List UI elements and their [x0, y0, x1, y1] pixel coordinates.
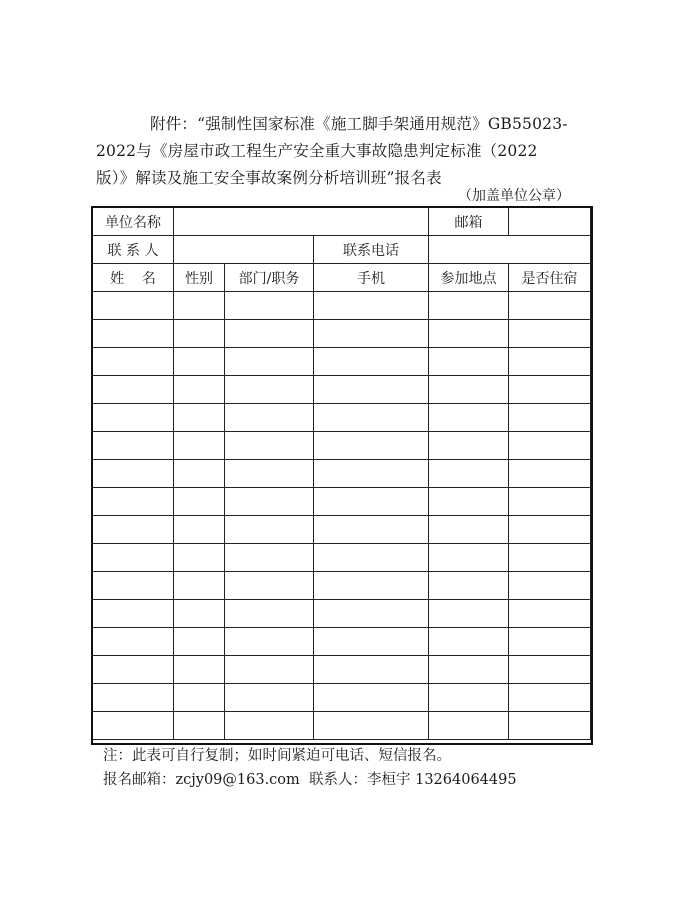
- blank-cell[interactable]: [93, 292, 174, 320]
- blank-cell[interactable]: [509, 432, 591, 460]
- blank-cell[interactable]: [174, 460, 225, 488]
- blank-cell[interactable]: [509, 712, 591, 740]
- col-header-dept: 部门/职务: [225, 264, 314, 292]
- blank-cell[interactable]: [225, 712, 314, 740]
- col-header-name: 姓 名: [93, 264, 174, 292]
- table-row: [93, 544, 591, 572]
- document-title: [96, 111, 586, 192]
- table-row: [93, 684, 591, 712]
- blank-cell[interactable]: [509, 684, 591, 712]
- blank-cell[interactable]: [93, 376, 174, 404]
- blank-cell[interactable]: [93, 572, 174, 600]
- table-row: [93, 600, 591, 628]
- contact-label: 联 系 人: [93, 236, 174, 264]
- blank-cell[interactable]: [314, 572, 429, 600]
- blank-cell[interactable]: [174, 628, 225, 656]
- blank-cell[interactable]: [225, 460, 314, 488]
- table-row: [93, 460, 591, 488]
- blank-cell[interactable]: [93, 628, 174, 656]
- blank-cell[interactable]: [93, 516, 174, 544]
- table-row: [93, 432, 591, 460]
- blank-cell[interactable]: [314, 516, 429, 544]
- blank-cell[interactable]: [93, 544, 174, 572]
- registration-form-table: [92, 207, 591, 740]
- table-row: [93, 628, 591, 656]
- contact-phone-label: 联系电话: [314, 236, 429, 264]
- blank-cell[interactable]: [225, 516, 314, 544]
- blank-cell[interactable]: [509, 404, 591, 432]
- blank-cell[interactable]: [174, 292, 225, 320]
- blank-cell[interactable]: [509, 544, 591, 572]
- blank-cell[interactable]: [509, 516, 591, 544]
- table-row: [93, 572, 591, 600]
- blank-cell[interactable]: [225, 656, 314, 684]
- blank-cell[interactable]: [174, 656, 225, 684]
- blank-cell[interactable]: [225, 628, 314, 656]
- table-row: [93, 488, 591, 516]
- table-row: [93, 404, 591, 432]
- blank-cell[interactable]: [509, 600, 591, 628]
- table-row: [93, 656, 591, 684]
- blank-cell[interactable]: [314, 292, 429, 320]
- blank-cell[interactable]: [225, 572, 314, 600]
- blank-cell[interactable]: [225, 320, 314, 348]
- blank-cell[interactable]: [174, 572, 225, 600]
- email-label: 邮箱: [429, 208, 509, 236]
- table-row: [93, 348, 591, 376]
- blank-cell[interactable]: [93, 404, 174, 432]
- table-row: [93, 376, 591, 404]
- blank-cell[interactable]: [429, 516, 509, 544]
- blank-cell[interactable]: [429, 684, 509, 712]
- blank-cell[interactable]: [174, 376, 225, 404]
- blank-cell[interactable]: [225, 488, 314, 516]
- blank-cell[interactable]: [174, 348, 225, 376]
- col-header-lodging: 是否住宿: [509, 264, 591, 292]
- blank-cell[interactable]: [314, 544, 429, 572]
- blank-cell[interactable]: [509, 488, 591, 516]
- blank-cell[interactable]: [225, 600, 314, 628]
- blank-cell[interactable]: [429, 488, 509, 516]
- blank-cell[interactable]: [225, 376, 314, 404]
- blank-cell[interactable]: [314, 404, 429, 432]
- unit-row: [93, 208, 591, 236]
- table-row: [93, 712, 591, 740]
- table-row: [93, 292, 591, 320]
- unit-name-field[interactable]: [174, 208, 429, 236]
- blank-cell[interactable]: [174, 712, 225, 740]
- contact-row: [93, 236, 591, 264]
- blank-cell[interactable]: [225, 404, 314, 432]
- blank-cell[interactable]: [174, 404, 225, 432]
- blank-cell[interactable]: [225, 292, 314, 320]
- blank-cell[interactable]: [509, 460, 591, 488]
- blank-cell[interactable]: [174, 600, 225, 628]
- blank-cell[interactable]: [93, 684, 174, 712]
- blank-cell[interactable]: [225, 432, 314, 460]
- blank-cell[interactable]: [174, 488, 225, 516]
- blank-cell[interactable]: [225, 348, 314, 376]
- table-row: [93, 320, 591, 348]
- blank-cell[interactable]: [174, 684, 225, 712]
- unit-name-label: 单位名称: [93, 208, 174, 236]
- blank-cell[interactable]: [429, 320, 509, 348]
- blank-cell[interactable]: [429, 376, 509, 404]
- blank-cell[interactable]: [429, 348, 509, 376]
- blank-cell[interactable]: [174, 516, 225, 544]
- blank-cell[interactable]: [225, 544, 314, 572]
- blank-cell[interactable]: [93, 432, 174, 460]
- blank-cell[interactable]: [314, 488, 429, 516]
- blank-cell[interactable]: [93, 460, 174, 488]
- blank-cell[interactable]: [509, 572, 591, 600]
- blank-cell[interactable]: [174, 320, 225, 348]
- blank-cell[interactable]: [93, 656, 174, 684]
- table-row: [93, 516, 591, 544]
- blank-cell[interactable]: [314, 376, 429, 404]
- title-line-3: 版）》解读及施工安全事故案例分析培训班”报名表: [96, 169, 442, 187]
- blank-cell[interactable]: [429, 628, 509, 656]
- blank-cell[interactable]: [314, 348, 429, 376]
- stamp-note: （加盖单位公章）: [458, 188, 570, 204]
- blank-cell[interactable]: [314, 628, 429, 656]
- blank-cell[interactable]: [93, 600, 174, 628]
- col-header-gender: 性别: [174, 264, 225, 292]
- blank-cell[interactable]: [509, 348, 591, 376]
- blank-cell[interactable]: [509, 320, 591, 348]
- blank-cell[interactable]: [429, 460, 509, 488]
- email-field[interactable]: [509, 208, 591, 236]
- blank-cell[interactable]: [314, 600, 429, 628]
- blank-cell[interactable]: [93, 712, 174, 740]
- footer-notes: [103, 744, 517, 792]
- blank-cell[interactable]: [314, 320, 429, 348]
- blank-cell[interactable]: [93, 488, 174, 516]
- contact-phone-field[interactable]: [429, 236, 591, 264]
- blank-cell[interactable]: [429, 600, 509, 628]
- footer-email-line: 报名邮箱：zcjy09@163.com 联系人：李桓宇 13264064495: [103, 772, 517, 788]
- blank-cell[interactable]: [509, 292, 591, 320]
- title-line-2: 2022与《房屋市政工程生产安全重大事故隐患判定标准（2022: [96, 142, 538, 160]
- col-header-phone: 手机: [314, 264, 429, 292]
- blank-cell[interactable]: [429, 432, 509, 460]
- contact-field[interactable]: [174, 236, 314, 264]
- blank-cell[interactable]: [429, 292, 509, 320]
- col-header-location: 参加地点: [429, 264, 509, 292]
- blank-cell[interactable]: [429, 404, 509, 432]
- blank-cell[interactable]: [429, 544, 509, 572]
- blank-cell[interactable]: [509, 628, 591, 656]
- title-line-1: 附件：“强制性国家标准《施工脚手架通用规范》GB55023-: [150, 115, 568, 133]
- blank-cell[interactable]: [174, 432, 225, 460]
- blank-cell[interactable]: [429, 712, 509, 740]
- blank-cell[interactable]: [509, 376, 591, 404]
- blank-cell[interactable]: [314, 432, 429, 460]
- blank-cell[interactable]: [93, 348, 174, 376]
- blank-cell[interactable]: [225, 684, 314, 712]
- column-header-row: [93, 264, 591, 292]
- blank-cell[interactable]: [314, 656, 429, 684]
- blank-cell[interactable]: [429, 572, 509, 600]
- blank-cell[interactable]: [429, 656, 509, 684]
- blank-cell[interactable]: [509, 656, 591, 684]
- blank-cell[interactable]: [314, 712, 429, 740]
- blank-cell[interactable]: [93, 320, 174, 348]
- blank-cell[interactable]: [314, 460, 429, 488]
- blank-cell[interactable]: [174, 544, 225, 572]
- footer-note: 注：此表可自行复制；如时间紧迫可电话、短信报名。: [103, 748, 451, 764]
- blank-cell[interactable]: [314, 684, 429, 712]
